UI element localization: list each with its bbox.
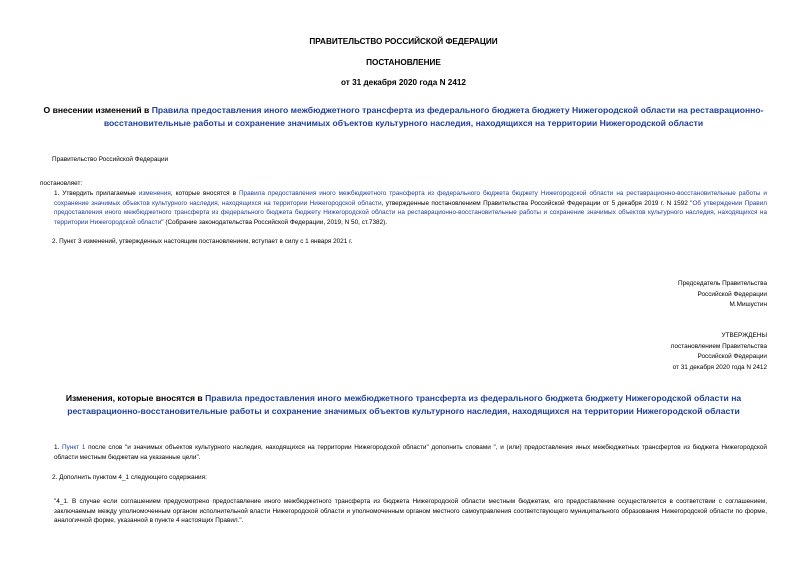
changes-title [40,392,767,418]
p1-link-changes[interactable]: изменения [138,190,171,197]
p1-text-d: " (Собрание законодательства Российской Федерации, 2019, N 50, ст.7382). [161,218,388,226]
title-prefix: О внесении изменений в [43,105,152,115]
header-government: ПРАВИТЕЛЬСТВО РОССИЙСКОЙ ФЕДЕРАЦИИ [309,37,498,46]
p1-link-rules[interactable]: Правила предоставления иного межбюджетного трансферта из федерального бюджета бюджету Нижегородской области на реставрационно-восстановительные работы и сохранение значимых объектов культурного наследия, находящихся на территории Нижегородской области [54,190,767,207]
changes-prefix: Изменения, которые вносятся в [65,393,206,403]
signature-block [467,279,767,311]
c1-link-clause[interactable]: Пункт 1 [62,444,86,451]
intro-decides: постановляет: [40,180,83,187]
p1-text-b: , которые вносятся в [170,190,239,197]
approved-line-3: Российской Федерации [697,353,767,361]
sign-name: М.Мишустин [729,301,767,309]
approved-line-2: постановлением Правительства [671,342,767,350]
title-link[interactable]: Правила предоставления иного межбюджетного трансферта из федерального бюджета бюджету Нижегородской области на реставрационно-восстановительные работы и сохранение значимых объектов культурного наследия, находящихся на территории Нижегородской области [103,105,764,128]
sign-line-1: Председатель Правительства [678,280,767,287]
header-date: от 31 декабря 2020 года N 2412 [341,78,466,87]
p1-link-resolution[interactable]: Об утверждении Правил предоставления иного межбюджетного трансферта из федерального бюджета бюджету Нижегородской области на реставрационно-восстановительные работы и сохранение значимых объектов культурного наследия, находящихся на территории Нижегородской области [54,199,768,226]
changes-link[interactable]: Правила предоставления иного межбюджетного трансферта из федерального бюджета бюджету Нижегородской области на реставрационно-восстановительные работы и сохранение значимых объектов культурного наследия, находящихся на территории Нижегородской области [67,393,742,416]
paragraph-2: 2. Пункт 3 изменений, утвержденных настоящим постановлением, вступает в силу с 1 января 2021 г. [52,238,353,245]
approved-line-1: УТВЕРЖДЕНЫ [721,332,767,339]
p1-text-a: 1. Утвердить прилагаемые [54,190,139,197]
sign-line-2: Российской Федерации [697,290,767,298]
approved-line-4: от 31 декабря 2020 года N 2412 [672,363,767,371]
paragraph-1 [40,189,767,227]
c1-text-a: 1. [54,444,63,451]
intro-government: Правительство Российской Федерации [52,156,169,163]
c1-text-b: после слов "и значимых объектов культурного наследия, находящихся на территории Нижегородской области" дополнить словами ", и (или) предоставления иных межбюджетных трансфертов из бюджета Нижегородской области местным бюджетам на указанные цели". [54,444,767,461]
change-1 [40,443,767,462]
approved-block [467,331,767,373]
change-2: 2. Дополнить пунктом 4_1 следующего содержания: [52,474,207,481]
header-type: ПОСТАНОВЛЕНИЕ [366,58,441,67]
document-title [40,104,767,130]
change-3: "4_1. В случае если соглашением предусмотрено предоставление иного межбюджетного трансферта из бюджета Нижегородской области местным бюджетам, его предоставление осуществляется в соответствии с соглашением, заключаемым между уполномоченным органом исполнительной власти Нижегородской области и уполномоченным органом местного самоуправления соответствующего муниципального образования Нижегородской области по форме, аналогичной форме, указанной в пункте 4 настоящих Правил.". [54,498,767,525]
p1-text-c: , утвержденные постановлением Правительства Российской Федерации от 5 декабря 2019 г. N 1592 " [381,199,693,207]
